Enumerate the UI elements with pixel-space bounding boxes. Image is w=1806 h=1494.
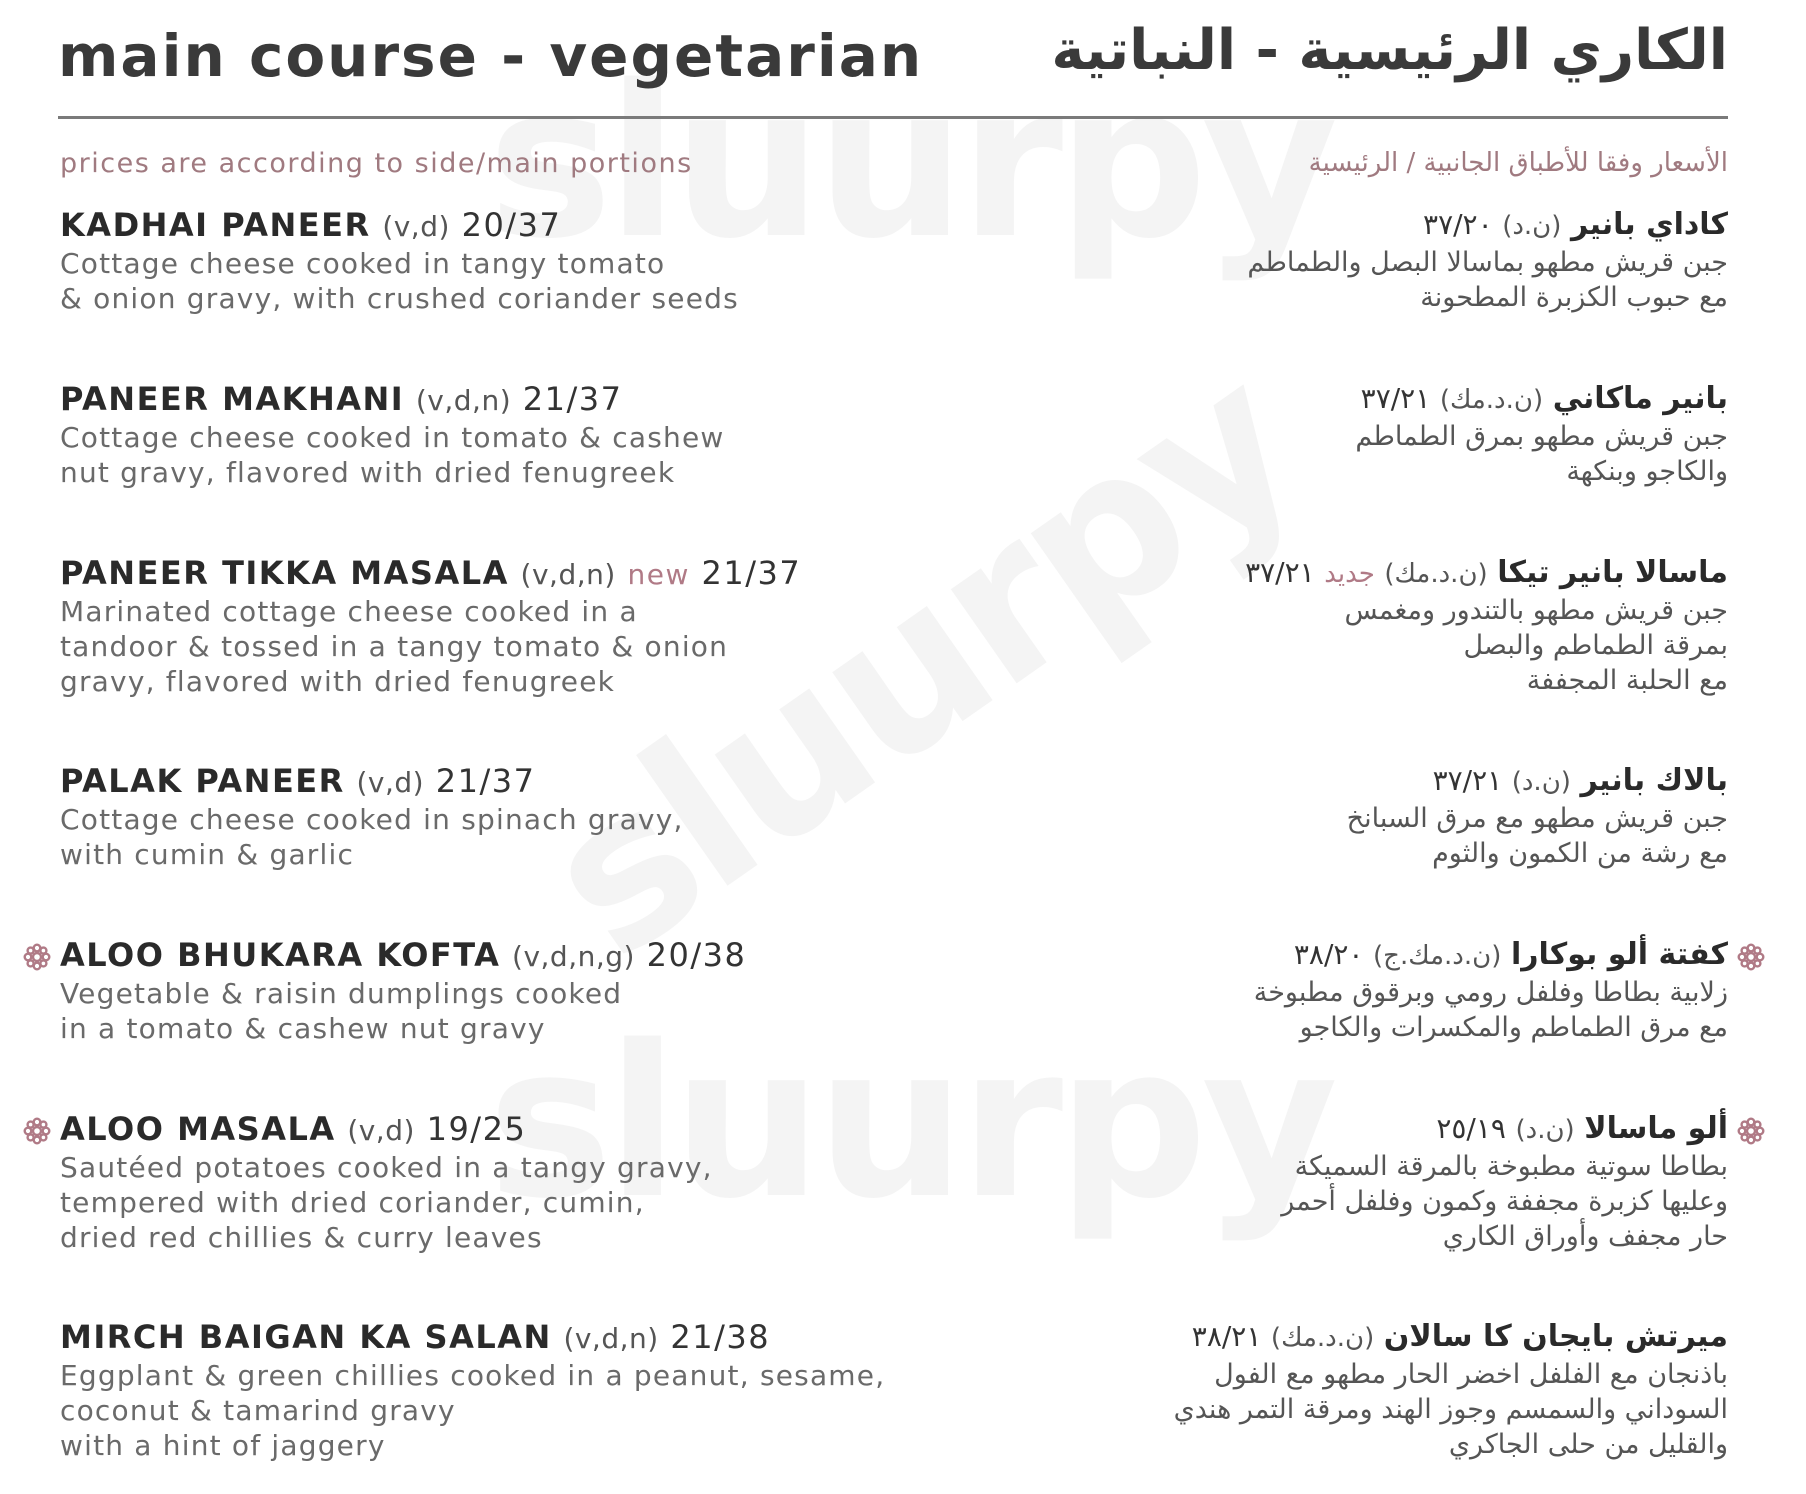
item-tags-ar: (ن.د) — [1502, 211, 1562, 241]
description-line: Vegetable & raisin dumplings cooked — [60, 977, 623, 1010]
item-description — [60, 976, 960, 1046]
item-name: ALOO MASALA — [60, 1110, 336, 1148]
item-heading — [60, 936, 960, 976]
description-line-ar: زلابية بطاطا وفلفل رومي وبرقوق مطبوخة — [1253, 977, 1728, 1008]
item-price: 21/37 — [522, 380, 623, 418]
chef-special-icon — [1736, 1116, 1766, 1146]
new-badge: new — [627, 558, 690, 591]
menu-item-en — [60, 936, 960, 1046]
menu-item-ar — [968, 1318, 1728, 1462]
item-description — [60, 246, 960, 316]
description-line: with a hint of jaggery — [60, 1429, 386, 1462]
item-tags-ar: (ن.د.مك) — [1439, 385, 1544, 415]
menu-item-en — [60, 554, 960, 699]
item-price: 20/37 — [461, 206, 562, 244]
item-name-ar: بانير ماكاني — [1552, 381, 1728, 416]
item-price-ar: ٣٧/٢٠ — [1423, 208, 1493, 241]
item-heading-ar — [968, 206, 1728, 245]
item-tags-ar: (ن.د.مك.ج) — [1373, 941, 1502, 971]
description-line: Cottage cheese cooked in tangy tomato — [60, 247, 666, 280]
item-price: 21/38 — [670, 1318, 771, 1356]
price-note-en: prices are according to side/main portions — [60, 148, 693, 179]
item-heading — [60, 206, 960, 246]
item-heading — [60, 1318, 960, 1358]
item-name-ar: ميرتش بايجان كا سالان — [1383, 1319, 1728, 1354]
description-line: tandoor & tossed in a tangy tomato & onion — [60, 630, 729, 663]
item-price: 21/37 — [435, 762, 536, 800]
description-line-ar: بطاطا سوتية مطبوخة بالمرقة السميكة — [1294, 1151, 1728, 1182]
description-line: Eggplant & green chillies cooked in a peanut, sesame, — [60, 1359, 886, 1392]
description-line-ar: جبن قريش مطهو بالتندور ومغمس — [1344, 595, 1728, 626]
new-badge-ar: جديد — [1324, 559, 1375, 589]
price-note-ar: الأسعار وفقا للأطباق الجانبية / الرئيسية — [1308, 148, 1728, 178]
menu-item-ar — [968, 206, 1728, 315]
description-line: Sautéed potatoes cooked in a tangy gravy, — [60, 1151, 713, 1184]
item-description-ar — [968, 1357, 1728, 1462]
item-description-ar — [968, 975, 1728, 1045]
description-line: coconut & tamarind gravy — [60, 1394, 456, 1427]
description-line-ar: مع الحلبة المجففة — [1526, 665, 1728, 696]
description-line: tempered with dried coriander, cumin, — [60, 1186, 645, 1219]
item-heading-ar — [968, 380, 1728, 419]
item-description — [60, 420, 960, 490]
item-name: PALAK PANEER — [60, 762, 345, 800]
item-description-ar — [968, 801, 1728, 871]
description-line-ar: مع مرق الطماطم والمكسرات والكاجو — [1299, 1012, 1728, 1043]
item-tags: (v,d) — [356, 766, 425, 799]
description-line-ar: مع رشة من الكمون والثوم — [1432, 838, 1728, 869]
item-tags-ar: (ن.د.مك) — [1384, 559, 1488, 589]
item-name: ALOO BHUKARA KOFTA — [60, 936, 501, 974]
description-line-ar: والقليل من حلى الجاكري — [1448, 1429, 1728, 1460]
item-heading-ar — [968, 936, 1728, 975]
item-tags: (v,d) — [382, 210, 450, 243]
page-title-en: main course - vegetarian — [58, 22, 924, 90]
title-divider — [58, 116, 1728, 119]
item-name-ar: كاداي بانير — [1570, 207, 1728, 242]
description-line: in a tomato & cashew nut gravy — [60, 1012, 546, 1045]
item-price: 19/25 — [426, 1110, 527, 1148]
description-line-ar: حار مجفف وأوراق الكاري — [1442, 1221, 1728, 1252]
menu-item-ar — [968, 380, 1728, 489]
item-tags-ar: (ن.د.مك) — [1270, 1323, 1375, 1353]
item-heading — [60, 554, 960, 594]
item-name: PANEER TIKKA MASALA — [60, 554, 509, 592]
description-line-ar: جبن قريش مطهو مع مرق السبانخ — [1346, 803, 1728, 834]
item-price-ar: ٣٧/٢١ — [1245, 556, 1315, 589]
item-tags: (v,d) — [347, 1114, 415, 1147]
item-price: 21/37 — [701, 554, 802, 592]
menu-item-ar — [968, 762, 1728, 871]
item-description-ar — [968, 245, 1728, 315]
page-title-ar: الكاري الرئيسية - النباتية — [1051, 18, 1728, 83]
menu-item-en — [60, 1318, 960, 1463]
item-description-ar — [968, 419, 1728, 489]
item-tags: (v,d,n) — [520, 558, 616, 591]
menu-item-ar — [968, 936, 1728, 1045]
item-name: MIRCH BAIGAN KA SALAN — [60, 1318, 552, 1356]
description-line: Cottage cheese cooked in tomato & cashew — [60, 421, 725, 454]
item-heading — [60, 762, 960, 802]
menu-item-en — [60, 762, 960, 872]
item-heading — [60, 1110, 960, 1150]
menu-item-en — [60, 380, 960, 490]
item-name-ar: ألو ماسالا — [1584, 1111, 1728, 1146]
description-line: & onion gravy, with crushed coriander seeds — [60, 282, 739, 315]
item-tags: (v,d,n) — [415, 384, 512, 417]
item-heading-ar — [968, 1110, 1728, 1149]
description-line-ar: جبن قريش مطهو بماسالا البصل والطماطم — [1247, 247, 1728, 278]
chef-special-icon — [22, 942, 52, 972]
description-line-ar: جبن قريش مطهو بمرق الطماطم — [1355, 421, 1728, 452]
description-line-ar: وعليها كزبرة مجففة وكمون وفلفل أحمر — [1281, 1186, 1728, 1217]
item-description — [60, 1150, 960, 1255]
description-line: Cottage cheese cooked in spinach gravy, — [60, 803, 684, 836]
item-description — [60, 594, 960, 699]
menu-item-ar — [968, 554, 1728, 698]
chef-special-icon — [22, 1116, 52, 1146]
item-heading-ar — [968, 762, 1728, 801]
description-line: nut gravy, flavored with dried fenugreek — [60, 456, 676, 489]
item-name: PANEER MAKHANI — [60, 380, 405, 418]
item-tags: (v,d,n,g) — [512, 940, 635, 973]
description-line-ar: السوداني والسمسم وجوز الهند ومرقة التمر هندي — [1173, 1394, 1728, 1425]
description-line: Marinated cottage cheese cooked in a — [60, 595, 638, 628]
description-line: gravy, flavored with dried fenugreek — [60, 665, 616, 698]
item-description — [60, 802, 960, 872]
item-description-ar — [968, 593, 1728, 698]
item-heading-ar — [968, 1318, 1728, 1357]
item-price-ar: ٣٨/٢١ — [1191, 1320, 1262, 1353]
description-line-ar: مع حبوب الكزبرة المطحونة — [1420, 282, 1728, 313]
item-tags-ar: (ن.د) — [1515, 1115, 1575, 1145]
item-price-ar: ٢٥/١٩ — [1436, 1112, 1506, 1145]
description-line: dried red chillies & curry leaves — [60, 1221, 543, 1254]
item-description-ar — [968, 1149, 1728, 1254]
item-tags: (v,d,n) — [563, 1322, 659, 1355]
item-description — [60, 1358, 960, 1463]
menu-item-en — [60, 206, 960, 316]
description-line: with cumin & garlic — [60, 838, 355, 871]
description-line-ar: باذنجان مع الفلفل اخضر الحار مطهو مع الفول — [1214, 1359, 1728, 1390]
item-heading-ar — [968, 554, 1728, 593]
chef-special-icon — [1736, 942, 1766, 972]
item-price: 20/38 — [646, 936, 747, 974]
item-name-ar: ماسالا بانير تيكا — [1497, 555, 1728, 590]
item-price-ar: ٣٨/٢٠ — [1293, 938, 1364, 971]
description-line-ar: والكاجو وبنكهة — [1566, 456, 1728, 487]
item-name: KADHAI PANEER — [60, 206, 371, 244]
description-line-ar: بمرقة الطماطم والبصل — [1463, 630, 1728, 661]
item-heading — [60, 380, 960, 420]
item-name-ar: بالاك بانير — [1580, 763, 1728, 798]
menu-item-ar — [968, 1110, 1728, 1254]
menu-item-en — [60, 1110, 960, 1255]
item-price-ar: ٣٧/٢١ — [1432, 764, 1503, 797]
item-tags-ar: (ن.د) — [1511, 767, 1571, 797]
item-price-ar: ٣٧/٢١ — [1360, 382, 1431, 415]
item-name-ar: كفتة ألو بوكارا — [1510, 937, 1728, 972]
